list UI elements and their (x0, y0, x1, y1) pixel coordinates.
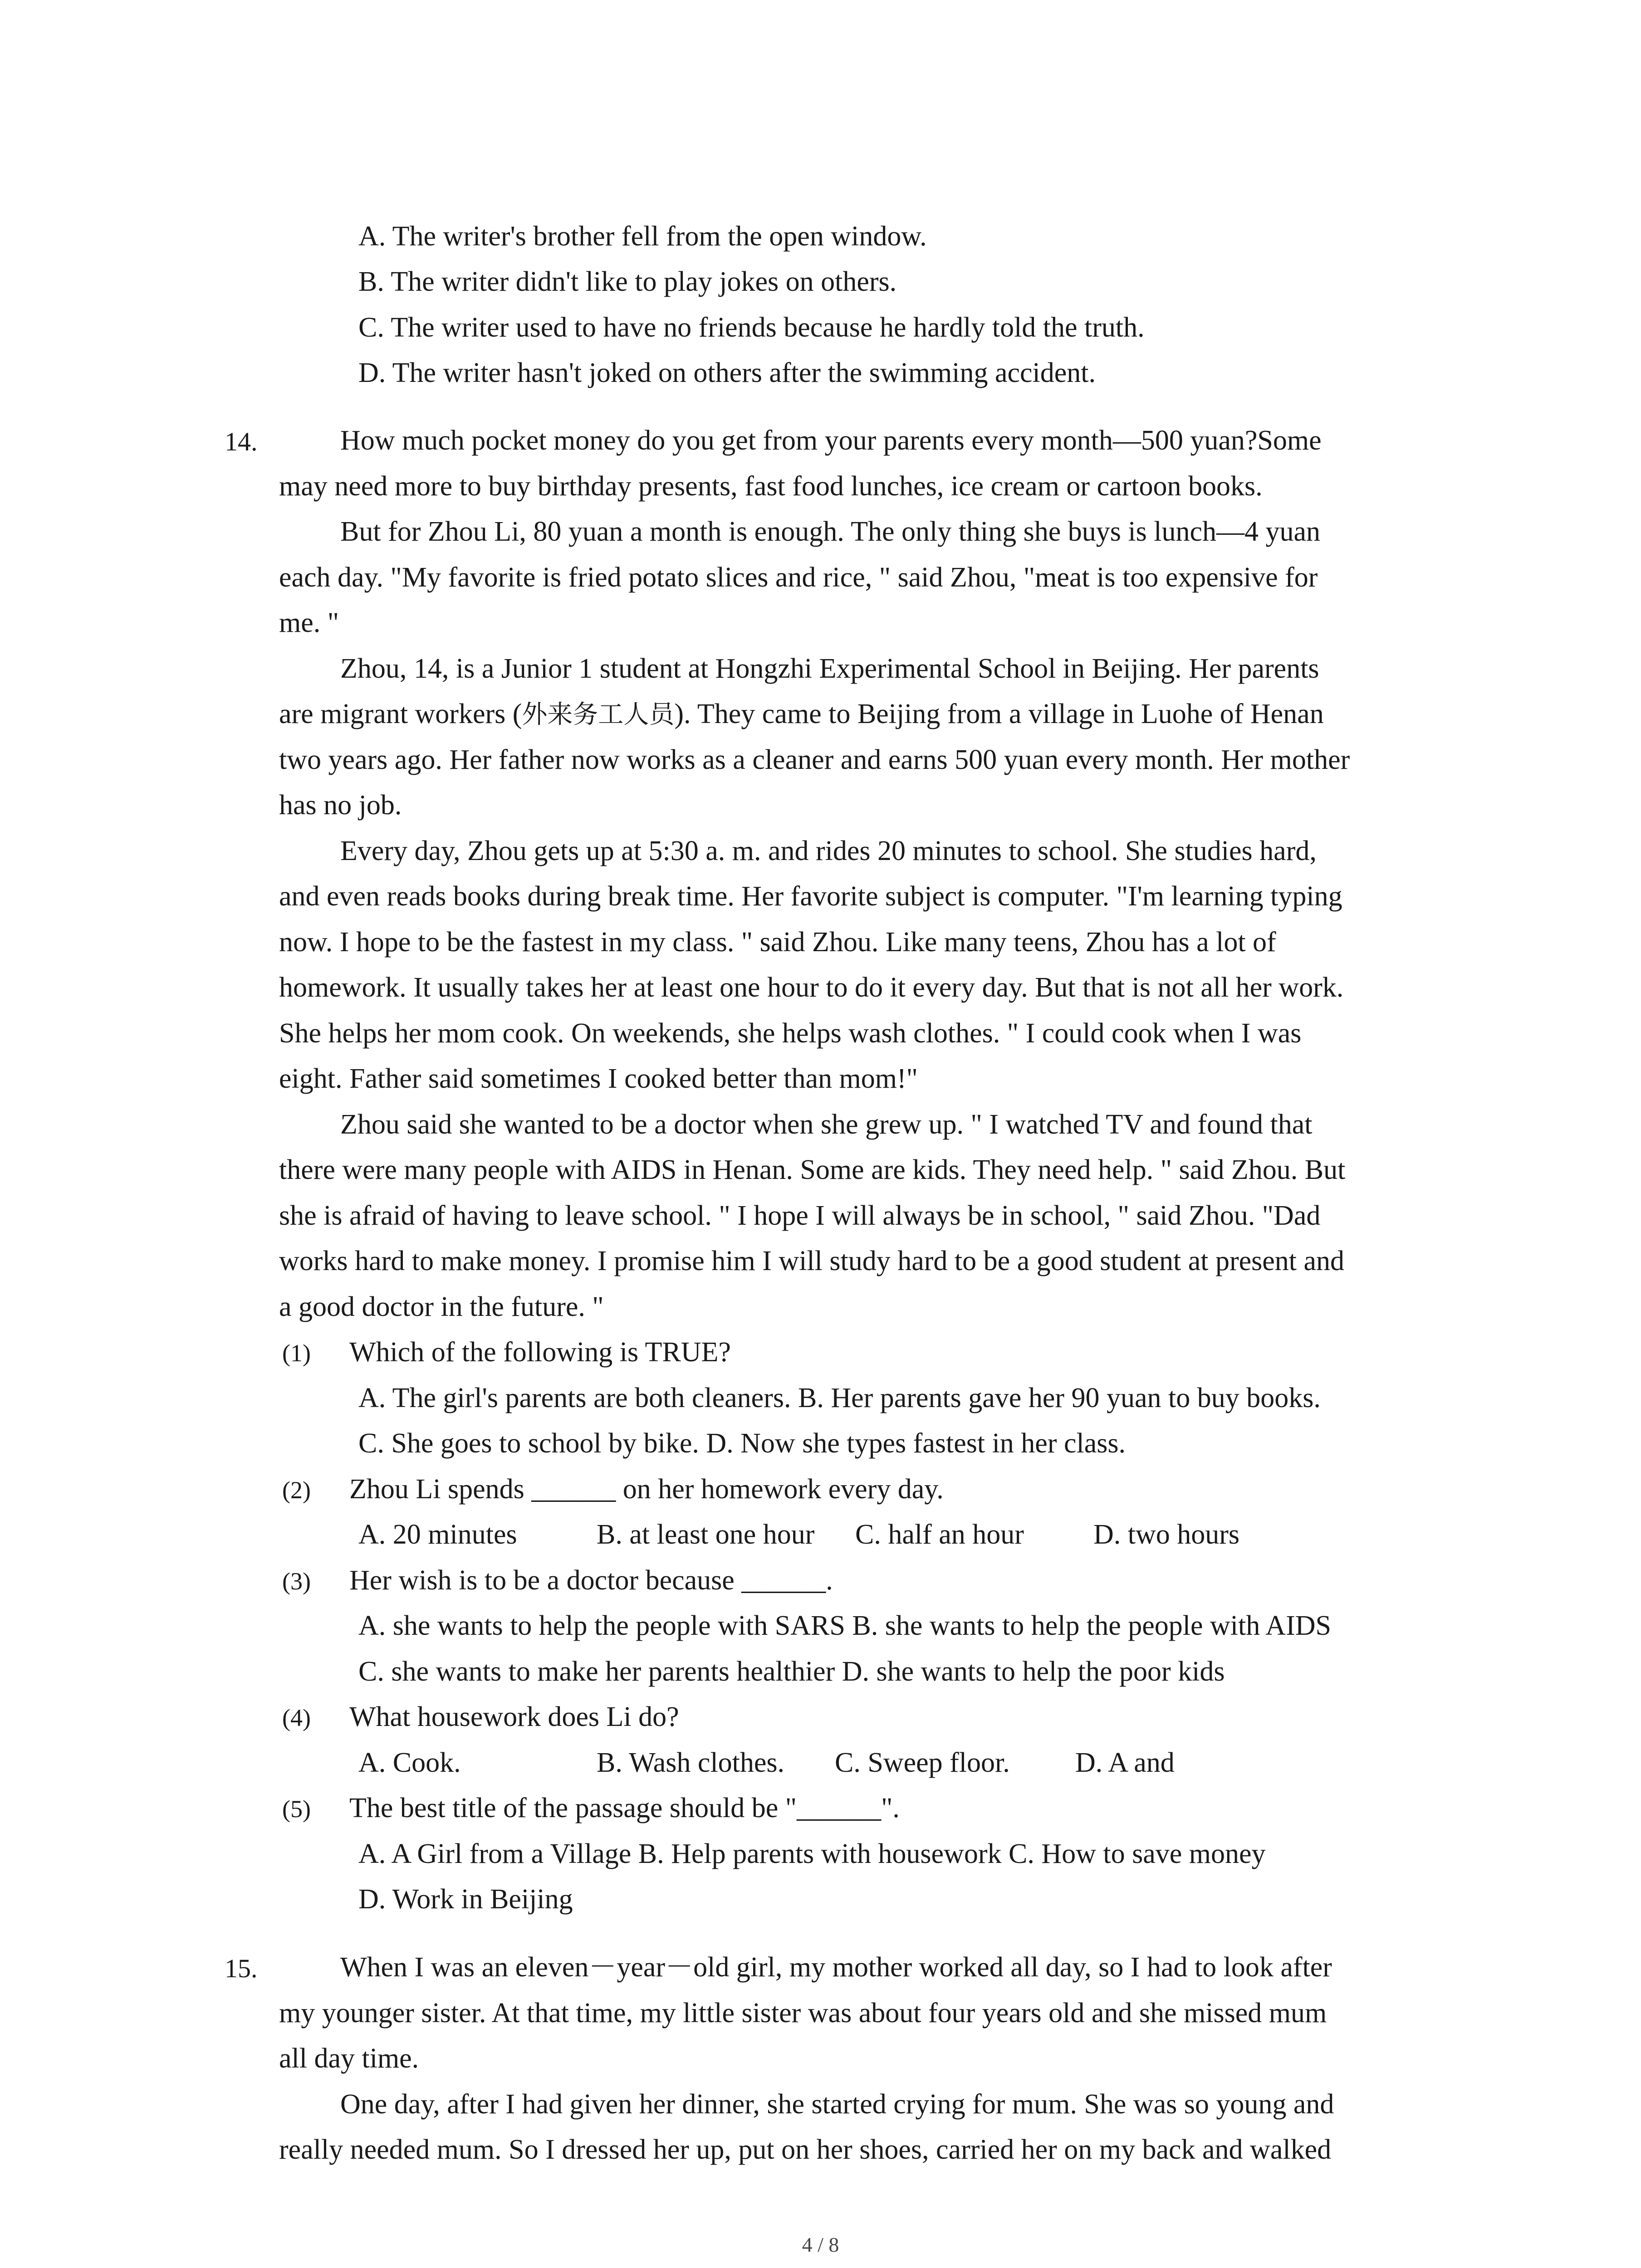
passage-line: may need more to buy birthday presents, fast food lunches, ice cream or cartoon books. (279, 471, 1263, 502)
subquestion-text: Zhou Li spends ______ on her homework every day. (349, 1474, 944, 1505)
option-a: A. 20 minutes (358, 1519, 517, 1550)
passage-line: each day. "My favorite is fried potato slices and rice, " said Zhou, "meat is too expensive for (279, 562, 1318, 593)
option-c: C. Sweep floor. (835, 1747, 1010, 1778)
option-c: C. half an hour (855, 1519, 1024, 1550)
q13-option-d: D. The writer hasn't joked on others after the swimming accident. (358, 357, 1096, 388)
passage-line: She helps her mom cook. On weekends, she helps wash clothes. " I could cook when I was (279, 1018, 1302, 1049)
subquestion-text: The best title of the passage should be "______". (349, 1793, 900, 1823)
passage-text: ). They came to Beijing from a village in Luohe of Henan (674, 699, 1324, 729)
subquestion-number: (3) (282, 1568, 311, 1595)
subquestion-options: D. Work in Beijing (358, 1884, 573, 1915)
page-number: 4 / 8 (802, 2233, 839, 2256)
option-a: A. Cook. (358, 1747, 461, 1778)
passage-line: But for Zhou Li, 80 yuan a month is enough. The only thing she buys is lunch—4 yuan (340, 516, 1321, 547)
passage-line: Zhou, 14, is a Junior 1 student at Hongzhi Experimental School in Beijing. Her parents (340, 653, 1319, 684)
passage-line: there were many people with AIDS in Henan. Some are kids. They need help. " said Zhou. But (279, 1154, 1346, 1185)
passage-line: Zhou said she wanted to be a doctor when she grew up. " I watched TV and found that (340, 1109, 1313, 1140)
subquestion-number: (1) (282, 1339, 311, 1367)
passage-line: really needed mum. So I dressed her up, put on her shoes, carried her on my back and walked (279, 2134, 1332, 2165)
q13-option-a: A. The writer's brother fell from the open window. (358, 221, 927, 252)
option-b: B. at least one hour (597, 1519, 815, 1550)
subquestion-options: A. she wants to help the people with SARS B. she wants to help the people with AIDS (358, 1610, 1331, 1641)
passage-line: all day time. (279, 2043, 419, 2074)
subquestion-options: C. she wants to make her parents healthier D. she wants to help the poor kids (358, 1656, 1225, 1687)
question-number-15: 15. (225, 1954, 258, 1983)
option-d: D. two hours (1093, 1519, 1240, 1550)
question-number-14: 14. (225, 427, 258, 456)
passage-line: a good doctor in the future. " (279, 1291, 604, 1322)
passage-line: When I was an eleven－year－old girl, my mother worked all day, so I had to look after (340, 1952, 1332, 1983)
subquestion-text: What housework does Li do? (349, 1701, 679, 1732)
passage-line: eight. Father said sometimes I cooked better than mom!" (279, 1063, 918, 1094)
option-d: D. A and (1075, 1747, 1175, 1778)
subquestion-number: (5) (282, 1795, 311, 1823)
passage-line: homework. It usually takes her at least one hour to do it every day. But that is not all her work. (279, 972, 1344, 1003)
q13-option-c: C. The writer used to have no friends because he hardly told the truth. (358, 312, 1145, 343)
chinese-gloss: 外来务工人员 (522, 700, 675, 729)
subquestion-options: A. The girl's parents are both cleaners. B. Her parents gave her 90 yuan to buy books. (358, 1383, 1321, 1413)
passage-line: my younger sister. At that time, my little sister was about four years old and she missed mum (279, 1998, 1327, 2028)
passage-line: she is afraid of having to leave school. " I hope I will always be in school, " said Zhou. "Dad (279, 1200, 1321, 1231)
subquestion-text: Which of the following is TRUE? (349, 1337, 731, 1368)
passage-line: One day, after I had given her dinner, she started crying for mum. She was so young and (340, 2089, 1334, 2120)
subquestion-text: Her wish is to be a doctor because ______. (349, 1565, 833, 1596)
passage-line: me. " (279, 607, 339, 638)
passage-line: How much pocket money do you get from your parents every month—500 yuan?Some (340, 425, 1322, 456)
subquestion-number: (4) (282, 1704, 311, 1731)
passage-line: Every day, Zhou gets up at 5:30 a. m. and rides 20 minutes to school. She studies hard, (340, 836, 1317, 866)
passage-text: are migrant workers ( (279, 699, 522, 729)
option-b: B. Wash clothes. (597, 1747, 785, 1778)
passage-line: and even reads books during break time. Her favorite subject is computer. "I'm learning typing (279, 881, 1342, 912)
passage-line: two years ago. Her father now works as a cleaner and earns 500 yuan every month. Her mother (279, 744, 1350, 775)
q13-option-b: B. The writer didn't like to play jokes on others. (358, 266, 897, 297)
subquestion-options: C. She goes to school by bike. D. Now she types fastest in her class. (358, 1428, 1126, 1459)
passage-line: works hard to make money. I promise him I will study hard to be a good student at present and (279, 1246, 1345, 1276)
passage-line: has no job. (279, 790, 402, 821)
passage-line (279, 700, 1324, 728)
subquestion-number: (2) (282, 1476, 311, 1504)
passage-line: now. I hope to be the fastest in my class. " said Zhou. Like many teens, Zhou has a lot of (279, 927, 1276, 958)
subquestion-options: A. A Girl from a Village B. Help parents with housework C. How to save money (358, 1838, 1266, 1869)
